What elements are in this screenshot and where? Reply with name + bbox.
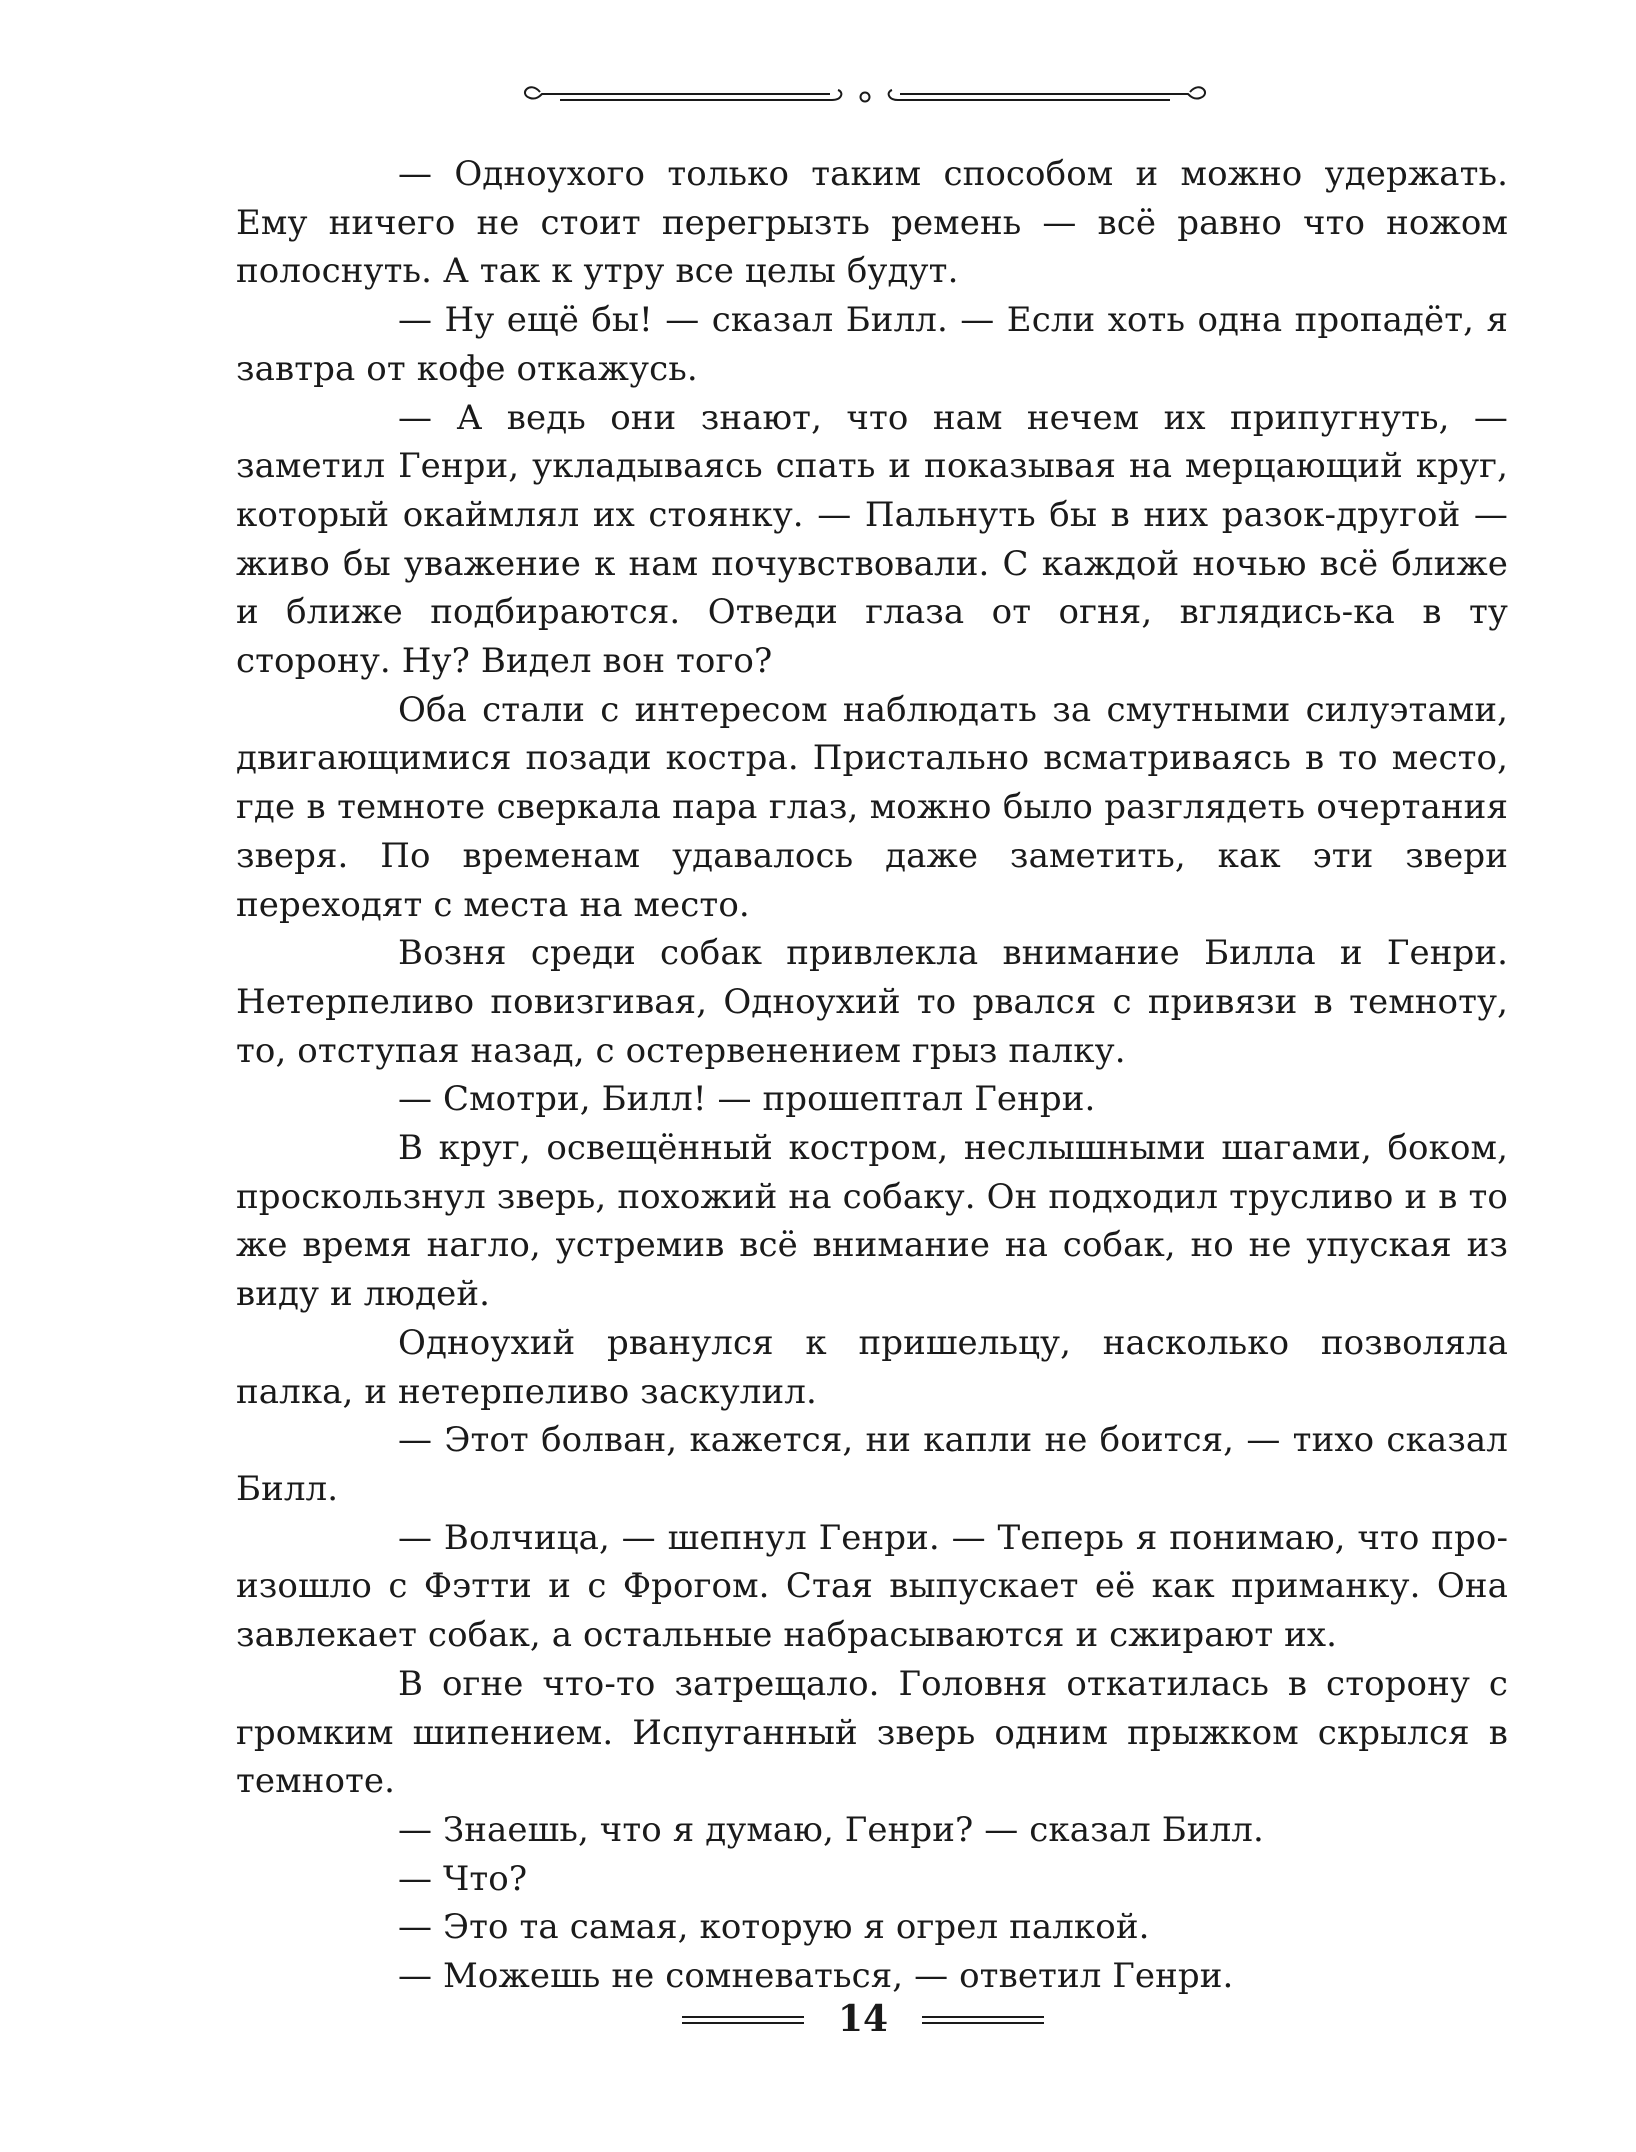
paragraph: — Знаешь, что я думаю, Генри? — сказал Билл. [398, 1809, 1264, 1850]
footer-rule-left [682, 2015, 804, 2025]
body-text [236, 150, 1508, 2001]
page-footer [0, 1995, 1636, 2045]
paragraph: Возня среди собак привлекла внимание Билла и Генри. Нетерпеливо повизгивая, Одноухий то рвался с привязи в темноту, то, отступая назад, с остервенением грыз палку. [236, 933, 1508, 1071]
paragraph: — Смотри, Билл! — прошептал Генри. [398, 1079, 1096, 1120]
paragraph: — Можешь не сомневаться, — ответил Генри. [398, 1956, 1234, 1997]
page-number: 14 [837, 1998, 889, 2040]
paragraph: — А ведь они знают, что нам нечем их припугнуть, — заметил Генри, укладываясь спать и показывая на мерцающий круг, который окаймлял их стоянку. — Пальнуть бы в них разок-другой — живо бы уважение к нам почувствовали. С каждой ночью всё ближе и ближе подбираются. Отведи глаза от огня, вглядись-ка в ту сторону. Ну? Видел вон того? [236, 397, 1508, 682]
paragraph: Оба стали с интересом наблюдать за смутными силуэтами, двигающимися позади костра. Пристально всматриваясь в то место, где в темноте сверкала пара глаз, можно было разглядеть очертания зверя. По временам удавалось даже заметить, как эти звери переходят с места на место. [236, 689, 1508, 925]
paragraph: — Ну ещё бы! — сказал Билл. — Если хоть одна пропадёт, я завтра от кофе откажусь. [236, 300, 1508, 389]
ornamental-header-flourish [520, 70, 1210, 120]
paragraph: В огне что-то затрещало. Головня откатилась в сторону с громким шипением. Испуганный зверь одним прыжком скрылся в темноте. [236, 1663, 1508, 1802]
paragraph: Одноухий рванулся к пришельцу, насколько позволяла палка, и нетерпеливо заскулил. [236, 1322, 1508, 1412]
paragraph: — Это та самая, которую я огрел палкой. [398, 1907, 1150, 1948]
paragraph: — Одноухого только таким способом и можно удержать. Ему ничего не стоит перегрызть ремень — всё равно что ножом полоснуть. А так к утру все целы будут. [236, 154, 1508, 292]
paragraph: — Волчица, — шепнул Генри. — Теперь я понимаю, что произошло с Фэтти и с Фрогом. Стая выпускает её как приманку. Она завлекает собак, а остальные набрасываются и сжирают их. [236, 1517, 1508, 1656]
paragraph: — Что? [398, 1858, 528, 1899]
footer-rule-right [922, 2015, 1044, 2025]
paragraph: В круг, освещённый костром, неслышными шагами, боком, проскользнул зверь, похожий на собаку. Он подходил трусливо и в то же время нагло, устремив всё внимание на собак, но не упуская из виду и людей. [236, 1128, 1508, 1315]
paragraph: — Этот болван, кажется, ни капли не боится, — тихо сказал Билл. [236, 1420, 1508, 1509]
